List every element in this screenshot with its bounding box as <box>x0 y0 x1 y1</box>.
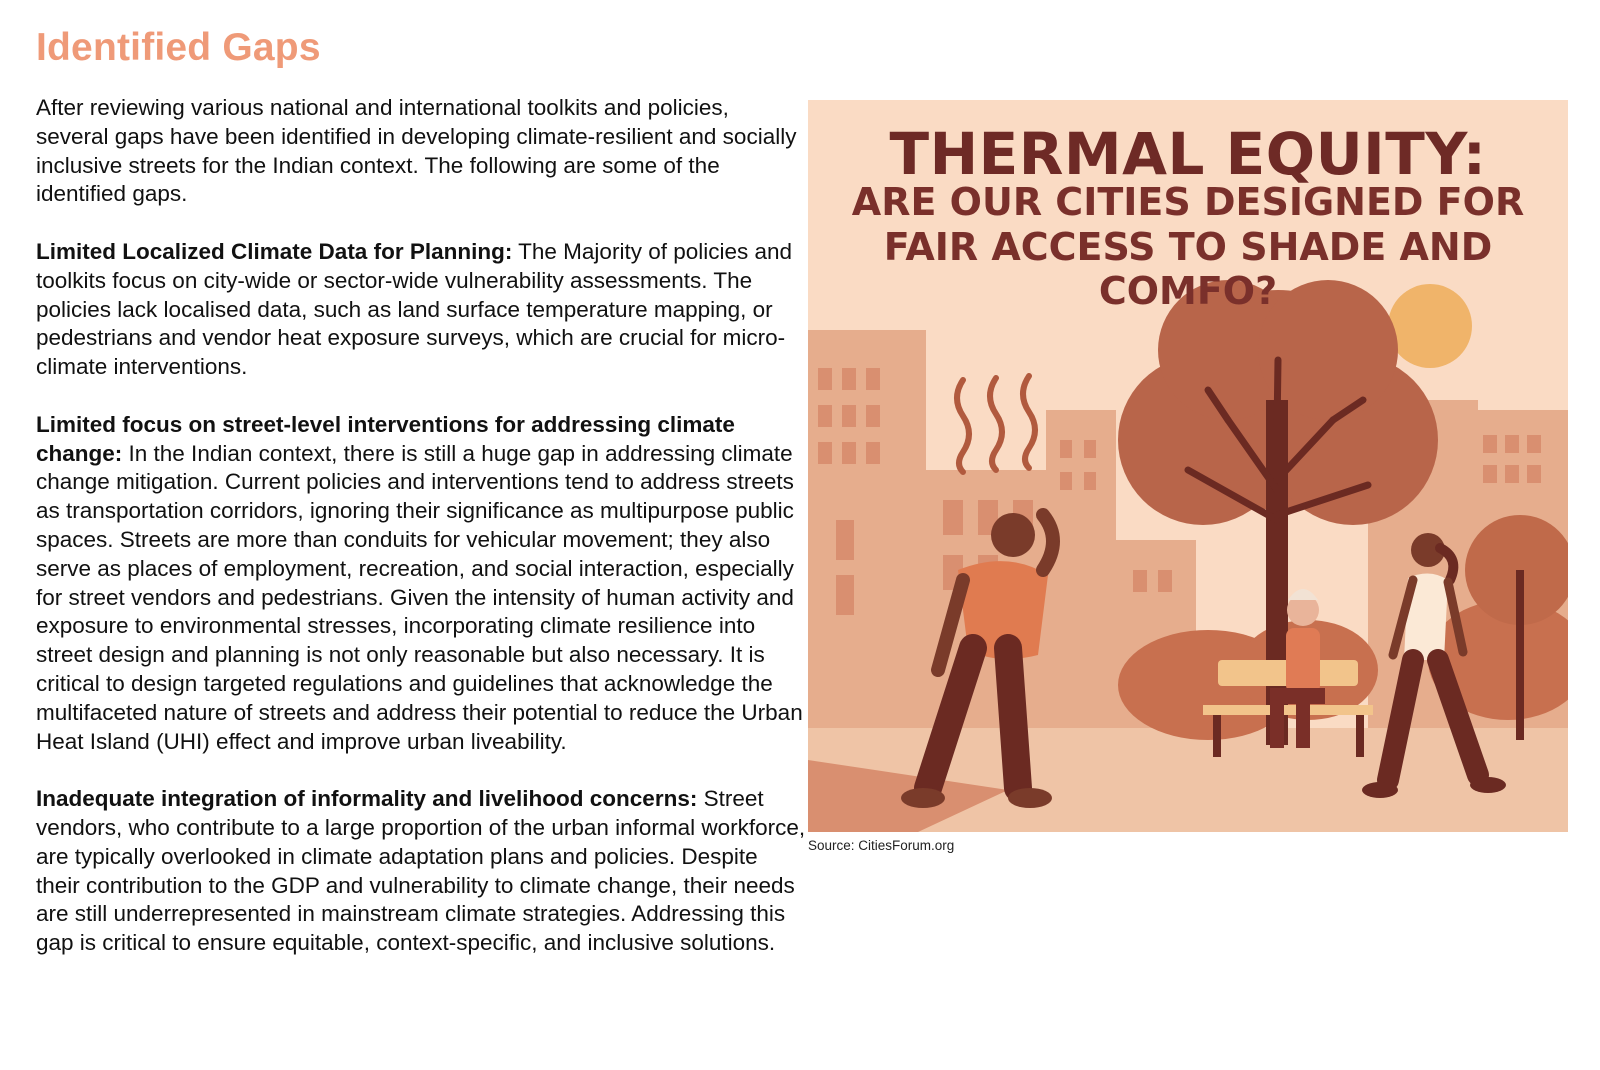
gap-title-3: Inadequate integration of informality and livelihood concerns: <box>36 786 698 812</box>
gap-body-3: Street vendors, who contribute to a large proportion of the urban informal workforce, are typically overlooked in climate adaptation plans and policies. Despite their contribution to the GDP and vulnerability to climate change, their needs are still underrepresented in mainstream climate strategies. Addressing this gap is critical to ensure equitable, context-specific, and inclusive solutions. <box>36 786 806 956</box>
gap-paragraph-1 <box>36 238 806 382</box>
body-text <box>36 94 806 958</box>
gap-paragraph-3 <box>36 785 806 958</box>
thermal-equity-illustration <box>808 100 1568 832</box>
gap-paragraph-2 <box>36 411 806 757</box>
gap-body-2: In the Indian context, there is still a huge gap in addressing climate change mitigation. Current policies and interventions tend to address streets as transportation corridors, ignoring their significance as multipurpose public spaces. Streets are more than conduits for vehicular movement; they also serve as places of employment, recreation, and social interaction, especially for street vendors and pedestrians. Given the intensity of human activity and exposure to environmental stresses, incorporating climate resilience into street design and planning is not only reasonable but also necessary. It is critical to design targeted regulations and guidelines that acknowledge the multifaceted nature of streets and address their potential to reduce the Urban Heat Island (UHI) effect and improve urban liveability. <box>36 440 803 754</box>
section-heading: Identified Gaps <box>36 26 321 69</box>
gap-title-1: Limited Localized Climate Data for Planning: <box>36 238 513 264</box>
gap-title-2: Limited focus on street-level interventions for addressing climate change: <box>36 411 735 466</box>
figure-caption: Source: CitiesForum.org <box>808 838 955 853</box>
poster-subtitle-line2: FAIR ACCESS TO SHADE AND COMFO? <box>883 225 1493 313</box>
poster-subtitle-line1: ARE OUR CITIES DESIGNED FOR <box>851 180 1525 224</box>
poster-title: THERMAL EQUITY: <box>889 120 1487 188</box>
intro-paragraph: After reviewing various national and international toolkits and policies, several gaps have been identified in developing climate-resilient and socially inclusive streets for the Indian context. The following are some of the identified gaps. <box>36 95 797 207</box>
gap-body-1: The Majority of policies and toolkits focus on city-wide or sector-wide vulnerability assessments. The policies lack localised data, such as land surface temperature mapping, or pedestrians and vendor heat exposure surveys, which are crucial for micro-climate interventions. <box>36 238 793 380</box>
heat-waves-icon <box>957 376 1035 472</box>
